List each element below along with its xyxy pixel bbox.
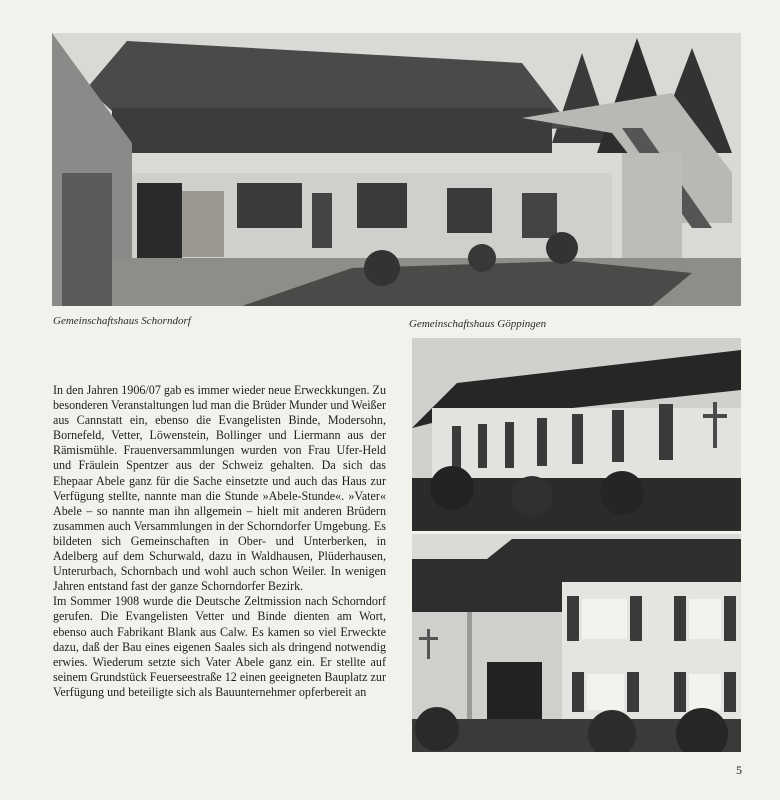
schorndorf-building-image [52, 33, 741, 306]
body-text [53, 383, 386, 700]
paragraph-2: Im Sommer 1908 wurde die Deutsche Zeltmission nach Schorndorf gerufen. Die Evangelisten Vetter und Binde dienten am Wort, ebenso auch Fabrikant Blank aus Calw. Es kamen so viel Erweckte dazu, daß der Bau eines eigenen Saales sich als dringend notwendig erwies. Wiederum setzte sich Vater Abele ganz ein. Er stellte auf seinem Grundstück Feuerseestraße 12 einen geeigneten Bauplatz zur Verfügung und beteiligte sich als Bauunternehmer opferbereit an [53, 594, 386, 699]
caption-schorndorf: Gemeinschaftshaus Schorndorf [53, 315, 191, 327]
page-number: 5 [736, 763, 742, 777]
photo-goeppingen-hall [412, 338, 741, 531]
photo-schorndorf [52, 33, 741, 306]
paragraph-1: In den Jahren 1906/07 gab es immer wieder neue Erweckkungen. Zu besonderen Veranstaltungen lud man die Brüder Munder und Weißer aus Cannstatt ein, ebenso die Evangelisten Binde, Modersohn, Bornefeld, Vetter, Löwenstein, Bollinger und Liermann aus der Rämismühle. Frauenversammlungen wurden von Frau Ufer-Held und Fräulein Spentzer aus der Schweiz gehalten. Da sich das Ehepaar Abele ganz für die Sache einsetzte und auch das Haus zur Verfügung stellte, nannte man die Stunde »Abele-Stunde«. »Vater« Abele – so nannte man ihn allgemein – hielt mit anderen Brüdern zusammen auch Versammlungen in der Schorndorfer Umgebung. Es bildeten sich Gemeinschaften in Ober- und Unterberken, in Adelberg auf dem Schurwald, dazu in Waldhausen, Plüderhausen, Unterurbach, Schornbach und wohl auch schon Weiler. In wenigen Jahren entstand fast der ganze Schorndorfer Bezirk. [53, 383, 386, 594]
photo-goeppingen-house [412, 534, 741, 752]
caption-goeppingen: Gemeinschaftshaus Göppingen [409, 318, 547, 330]
goeppingen-house-image [412, 534, 741, 752]
goeppingen-hall-image [412, 338, 741, 531]
